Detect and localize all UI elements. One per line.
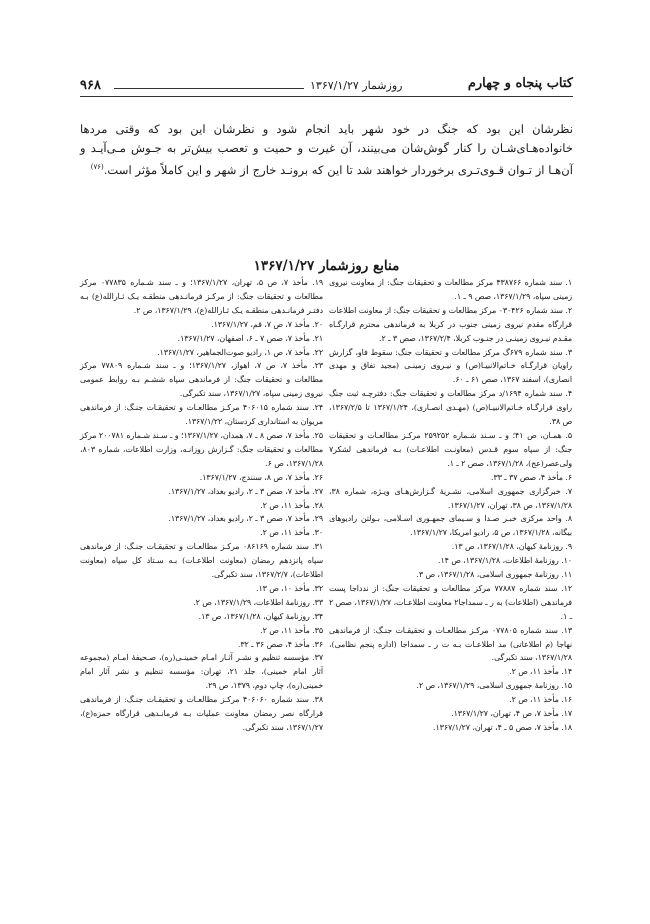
source-entry: ۱۱. روزنامهٔ جمهوری اسلامی، ۱۳۶۷/۱/۲۸، ص ۳. [416,570,572,580]
header-divider [80,96,573,97]
sources-column-right [329,276,572,735]
source-entry: ۱۷. مأخذ ۷، ص ۴، تهران، ۱۳۶۷/۱/۲۷. [451,709,572,719]
source-entry: ۲۷. مأخذ ۷، صص ۳ ـ ۲، رادیو بغداد، ۱۳۶۷/۱/۲۷. [168,486,323,496]
source-entry: ۵. همـان، ص ۴۱؛ و ـ سـند شـماره ۲۵۹۲۵۲ مرکـز مطالعـات و تحقیقات جنگ: از سپاه سوم قـدس (معاونـت اطلاعـات) بـه فرماندهی لشکر۷ ولی‌عصر(عج)، ۱۳۶۷/۱/۲۸، صص ۲ ـ ۱. [329,430,573,468]
source-entry: ۱۰. روزنامهٔ اطلاعات، ۱۳۶۷/۱/۲۸، ص ۱۴. [438,556,572,566]
source-entry: ۲۱. مأخذ ۷، صص ۷ ـ ۶، اصفهان، ۱۳۶۷/۱/۲۷. [177,333,323,343]
source-entry: ۳۴. روزنامهٔ کیهان، ۱۳۶۷/۱/۲۸، ص ۱۳. [198,611,323,621]
source-entry: ۱۹. مأخذ ۷، ص ۵، تهران، ۱۳۶۷/۱/۲۷؛ و ـ سند شـماره ۰۷۷۸۳۵ مرکز مطالعات و تحقیقات جنگ: از مرکـز فرمانـدهی منطقـه یـک ثـارالله(ع) بـه دفتـر فرمانـدهی منطقـه یـک ثـارالله(ع)، ۱۳۶۷/۱/۲۹، ص ۲. [80,278,324,315]
header-rule [114,88,304,89]
source-entry: ۱۴. مأخذ ۱۱، ص ۲. [509,667,572,677]
page-number: ۹۶۸ [80,78,101,93]
source-entry: ۴. سند شماره ۱۶۹۴/د مرکز مطالعات و تحقیقات جنگ: دفترچـه ثبت جنگ راوی قرارگـاه خـاتم‌الانبیـا(ص) (مهـدی انصـاری)، ۱۳۶۷/۱/۲۴ تا ۱۳۶۷/۲/۵، ص ۳۸. [329,389,572,427]
sources-title: منابع روزشمار ۱۳۶۷/۱/۲۷ [253,258,400,274]
source-entry: ۲۵. مأخذ ۷، صص ۸ ـ ۷، همدان، ۱۳۶۷/۱/۲۷؛ و ـ سـند شـماره ۲۰۰۷۸۱ مرکز مطالعات و تحقیقات جنگ: گـزارش روزانـه، وزارت اطلاعات، شماره ۸۰۳، ۱۳۶۷/۱/۲۸، ص ۶. [80,430,323,468]
footnote-ref: (۷۶) [90,163,104,171]
source-entry: ۱۵. روزنامهٔ جمهوری اسلامی، ۱۳۶۷/۱/۲۹، ص ۲. [416,681,572,691]
source-entry: ۳۲. مأخذ ۱۰، ص ۱۳. [255,583,323,593]
source-entry: ۲۴. سند شماره ۴۰۶۰۱۵ مرکـز مطالعـات و تحقیقـات جنـگ: از فرماندهی مریوان به استانداری کردستان، ۱۳۶۷/۱/۲۲. [80,403,323,427]
source-entry: ۱۸. مأخذ ۷، صص ۵ ـ ۴، تهران، ۱۳۶۷/۱/۲۷. [433,723,572,732]
source-entry: ۱۶. مأخذ ۱۱، ص ۲. [509,695,572,705]
intro-text: نظرشان این بود که جنگ در خود شهر باید انجام شود و نظرشان این بود که وقتی مردها خانواده‌هـای‌شـان را کنار گوش‌شان می‌بینند، آن غیرت و حمیت و تعصب بیش‌تر به جـوش مـی‌آیـد و آن‌هـا از تـوان قـوی‌تـری برخوردار خواهند شد تا این که برونـد خارج از شهر و این کاملاً مؤثر است. [80,122,573,177]
source-entry: ۳۵. مأخذ ۱۱، ص ۲. [260,625,323,635]
sources-column-left [80,276,323,735]
source-entry: ۳۷. مؤسسه تنظیم و نشـر آثـار امـام خمینـی(ره)، صـحیفهٔ امـام (مجموعه آثار امام خمینی)، جلد ۲۱، تهران: مؤسسه تنظیم و نشر آثار امام خمینی(ره)، چاپ دوم، ۱۳۷۹، ص ۲۹. [80,653,323,691]
book-title: کتاب پنجاه و چهارم [467,76,573,91]
header-date: روزشمار ۱۳۶۷/۱/۲۷ [310,79,403,92]
source-entry: ۶. مأخذ ۴، صص ۳۷ ـ ۳۳. [491,472,572,482]
source-entry: ۳. سند شماره ۶۷۹گ مرکز مطالعات و تحقیقات جنگ: سقوط فاو، گزارش راویان قرارگـاه خـاتم‌الانبیـا(ص) و نیـروی زمینـی (مجید تفاق و مهدی انصاری)، اسفند ۱۳۶۷، صص ۶۱ ـ ۶۰. [329,347,572,385]
source-entry: ۷. خبرگزاری جمهوری اسلامی، نشـریهٔ گـزارش‌هـای ویـژه، شماره ۳۸، ۱۳۶۷/۱/۲۸، ص ۳۸، تهران، ۱۳۶۷/۱/۲۷. [329,486,572,510]
source-entry: ۲۲. مأخذ ۷، ص ۱، رادیو صوت‌الجماهیر، ۱۳۶۷/۱/۲۷. [157,347,323,357]
source-entry: ۳۳. روزنامهٔ اطلاعات، ۱۳۶۷/۱/۲۹، ص ۲. [193,597,323,607]
source-entry: ۲۶. مأخذ ۷، ص ۸، سنندج، ۱۳۶۷/۱/۲۷. [199,472,323,482]
source-entry: ۲۰. مأخذ ۷، ص ۷، قم، ۱۳۶۷/۱/۲۷. [211,319,323,329]
source-entry: ۲۹. مأخذ ۷، صص ۳ ـ ۲، رادیو بغداد، ۱۳۶۷/۱/۲۷. [168,514,323,524]
source-entry: ۲۳. مأخذ ۷، ص ۷، اهواز، ۱۳۶۷/۱/۲۷؛ و ـ سند شـماره ۷۷۸۰۹ مرکز مطالعات و تحقیقات جنگ: از فرماندهی سپاه ششـم بـه روابط عمومی نیروی زمینی سپاه، ۱۳۶۷/۱/۲۷، سند تکبرگی. [80,361,324,399]
source-entry: ۸. واحد مرکزی خبـر صـدا و سـیمای جمهـوری اسـلامی، بـولتن رادیوهای بیگانه، ۱۳۶۷/۱/۲۸، ص ۵، رادیو امریکا، ۱۳۶۷/۱/۲۷. [329,514,572,538]
source-entry: ۲. سند شماره ۰۳۰۴۲۶ مرکز مطالعات و تحقیقات جنگ: از معاونت اطلاعات قرارگاه مقدم نیروی زمینی جنوب در کربلا به فرماندهی محترم قرارگـاه مقـدم نیـروی زمینـی در جنـوب کربلا، ۱۳۶۷/۲/۴، صص ۳ ـ ۲. [329,305,572,343]
source-entry: ۲۸. مأخذ ۱۱، ص ۲. [260,500,323,510]
source-entry: ۱۲. سند شماره ۷۷۸۸۷ مرکز مطالعات و تحقیقات جنگ: از ندداجا پست فرماندهی (اطلاعات) به ر ـ سمداجا۲ معاونت اطلاعـات، ۱۳۶۷/۱/۲۷، صص ۲ ـ ۱. [329,583,573,621]
source-entry: ۹. روزنامهٔ کیهان، ۱۳۶۷/۱/۲۸، ص ۱۳. [451,542,572,552]
source-entry: ۱۳. سند شماره ۰۷۷۸۰۵ مرکـز مطالعـات و تحقیقـات جنـگ: از فرماندهی نهاجا (م اطلاعاتی) مد اطلاعـات بـه ت ر ـ سمداجا (اداره پنجم نظامی)، ۱۳۶۷/۱/۲۸، سند تکبرگی. [329,625,572,663]
intro-paragraph [80,120,573,180]
source-entry: ۱. سند شماره ۴۳۸۷۶۶ مرکز مطالعات و تحقیقات جنگ: از معاونت نیروی زمینی سپاه، ۱۳۶۷/۱/۲۹، صص ۹ ـ ۱. [329,278,572,301]
source-entry: ۳۸. سند شماره ۴۰۶۰۶۰ مرکـز مطالعـات و تحقیقـات جنـگ: از فرماندهی قرارگاه نصر رمضان معاونت عملیات بـه فرمانـدهی قرارگاه حمزه(ع)، ۱۳۶۷/۱/۲۷، سند تکبرگی. [80,695,323,732]
source-entry: ۳۰. مأخذ ۱۱، ص ۲. [260,528,323,538]
source-entry: ۳۱. سند شماره ۰۸۶۱۶۹ مرکـز مطالعـات و تحقیقـات جنـگ: از فرماندهی سپاه پانزدهم رمضان (معاونت اطلاعـات) بـه سـتاد کل سپاه (معاونت اطلاعات)، ۱۳۶۷/۲/۷، سند تکبرگی. [80,542,323,580]
page-header [80,74,573,98]
source-entry: ۳۶. مأخذ ۴، صص ۳۶ ـ ۳۲. [237,639,323,649]
